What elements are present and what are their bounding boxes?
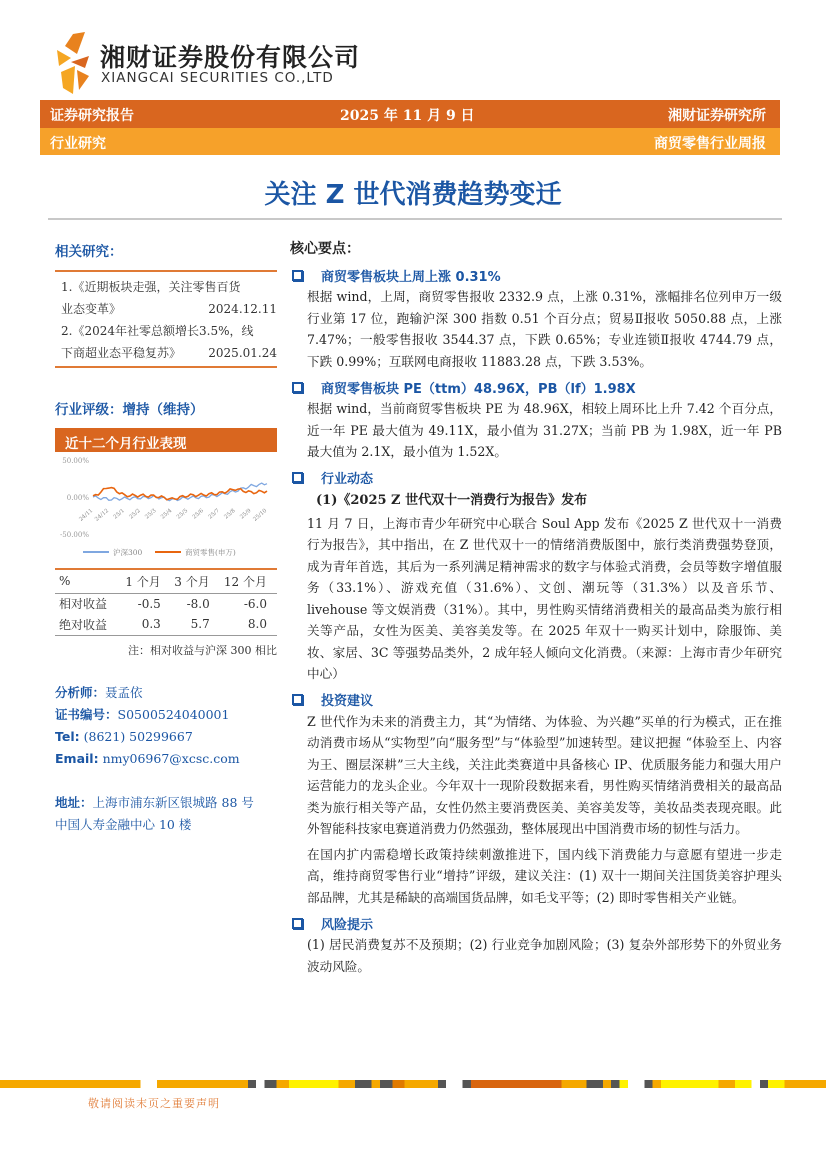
table-header-row: % 1 个月 3 个月 12 个月 bbox=[55, 569, 277, 593]
email-link[interactable]: nmy06967@xcsc.com bbox=[102, 751, 240, 766]
footer-stripe bbox=[0, 1080, 826, 1088]
section-body: 在国内扩内需稳增长政策持续刺激推进下，国内线下消费能力与意愿有望进一步走高，维持商贸零售行业“增持”评级，建议关注：(1) 双十一期间关注国货美容护理头部品牌，尤其是稀缺的高端国货品牌，如毛戈平等；(2) 即时零售相关产业链。 bbox=[307, 846, 782, 905]
subsection-heading: (1)《2025 Z 世代双十一消费行为报告》发布 bbox=[316, 492, 588, 508]
checkbox-bullet-icon bbox=[292, 270, 303, 281]
report-type: 证券研究报告 bbox=[50, 108, 134, 124]
section-heading: 投资建议 bbox=[290, 689, 782, 711]
x-tick-label: 25/7 bbox=[207, 507, 221, 521]
table-note: 注：相对收益与沪深 300 相比 bbox=[128, 643, 277, 657]
checkbox-bullet-icon bbox=[292, 472, 303, 483]
x-tick-label: 25/10 bbox=[252, 507, 269, 523]
performance-chart bbox=[55, 452, 277, 564]
industry-rating: 行业评级：增持（维持） bbox=[55, 402, 204, 418]
header-bar-secondary bbox=[40, 128, 780, 155]
section-heading: 风险提示 bbox=[290, 912, 782, 934]
related-item[interactable]: 1.《近期板块走强，关注零售百货 业态变革》 2024.12.11 bbox=[61, 280, 277, 316]
report-series: 商贸零售行业周报 bbox=[654, 136, 766, 152]
divider bbox=[55, 366, 277, 368]
section-heading: 商贸零售板块上周上涨 0.31% bbox=[290, 264, 782, 286]
category: 行业研究 bbox=[50, 136, 106, 152]
x-tick-label: 25/6 bbox=[191, 507, 206, 521]
table-row: 相对收益 -0.5 -8.0 -6.0 bbox=[59, 596, 267, 612]
x-tick-label: 24/11 bbox=[78, 507, 95, 523]
company-name-en: XIANGCAI SECURITIES CO.,LTD bbox=[101, 70, 334, 86]
y-tick-label: 50.00% bbox=[62, 457, 89, 465]
company-logo bbox=[55, 32, 385, 94]
series-line-1 bbox=[93, 488, 267, 500]
related-research-heading: 相关研究： bbox=[55, 244, 123, 260]
x-tick-label: 25/3 bbox=[144, 507, 158, 521]
chart-title: 近十二个月行业表现 bbox=[55, 428, 277, 452]
series-line-0 bbox=[93, 483, 267, 501]
analyst-info: 分析师：聂孟依 证书编号：S0500524040001 Tel: (8621) 50299667 Email: nmy06967@xcsc.com 地址：上海市浦东新区银城路 88 号 中国人寿金融中心 10 楼 bbox=[55, 685, 254, 832]
checkbox-bullet-icon bbox=[292, 918, 303, 929]
checkbox-bullet-icon bbox=[292, 694, 303, 705]
x-tick-label: 24/12 bbox=[94, 507, 111, 523]
section-heading: 行业动态 bbox=[290, 467, 782, 489]
section-body: 根据 wind，当前商贸零售板块 PE 为 48.96X，相较上周环比上升 7.42 个百分点，近一年 PE 最大值为 49.11X，最小值为 31.27X；当前 PB 为 1.98X，近一年 PB 最大值为 2.1X，最小值为 1.52X。 bbox=[307, 401, 782, 459]
section-body: 根据 wind，上周，商贸零售报收 2332.9 点，上涨 0.31%，涨幅排名位列申万一级行业第 17 位，跑输沪深 300 指数 0.51 个百分点；贸易Ⅱ报收 5050.88 点，上涨 7.47%；一般零售报收 3544.37 点，下跌 0.65%；专业连锁Ⅱ报收 4744.79 点，下跌 0.99%；互联网电商报收 11883.28 点，下跌 3.53%。 bbox=[307, 289, 782, 369]
sidebar bbox=[55, 240, 277, 658]
related-item[interactable]: 2.《2024年社零总额增长3.5%，线 下商超业态平稳复苏》 2025.01.24 bbox=[61, 324, 277, 360]
table-row: 绝对收益 0.3 5.7 8.0 bbox=[55, 614, 277, 635]
company-name-cn: 湘财证券股份有限公司 bbox=[100, 43, 361, 72]
analyst-name: 聂孟依 bbox=[105, 685, 143, 700]
legend-label: 商贸零售(申万) bbox=[185, 548, 236, 557]
section-body: 11 月 7 日，上海市青少年研究中心联合 Soul App 发布《2025 Z 世代双十一消费行为报告》，其中指出，在 Z 世代双十一的情绪消费版图中，旅行类消费强势登顶，成为青年首选，其后为一系列满足精神需求的数字与体验式消费，会员等数字增值服务（33.1%）、游戏充值（31.6%）、文创、潮玩等（31.3%）以及音乐节、livehouse 等文娱消费（31%）。其中，男性购买情绪消费相关的最高品类为旅行相关等产品，女性为医美、美容美发等。在 2025 年双十一购买计划中，除服饰、美妆、家居、3C 等强势品类外，2 成年轻人倾向文化消费。（来源：上海市青少年研究中心） bbox=[307, 515, 782, 681]
cert-number: S0500524040001 bbox=[117, 707, 230, 722]
x-tick-label: 25/5 bbox=[175, 507, 190, 521]
disclaimer-note: 敬请阅读末页之重要声明 bbox=[88, 1097, 220, 1110]
institute: 湘财证券研究所 bbox=[668, 108, 766, 124]
header-bar-primary bbox=[40, 100, 780, 128]
x-tick-label: 25/2 bbox=[128, 507, 142, 521]
legend-label: 沪深300 bbox=[113, 548, 143, 557]
y-tick-label: 0.00% bbox=[66, 494, 89, 502]
logo-mark-icon bbox=[55, 32, 95, 94]
section-body: (1) 居民消费复苏不及预期；(2) 行业竞争加剧风险；(3) 复杂外部形势下的外贸业务波动风险。 bbox=[307, 937, 782, 974]
tel: (8621) 50299667 bbox=[83, 729, 193, 744]
report-title: 关注 Z 世代消费趋势变迁 bbox=[264, 180, 562, 210]
section-body: Z 世代作为未来的消费主力，其“为情绪、为体验、为兴趣”买单的行为模式，正在推动消费市场从“实物型”向“服务型”与“体验型”加速转型。建议把握 “体验至上、内容为王、圈层深耕”三大主线，关注此类赛道中具备核心 IP、优质服务能力和强大用户运营能力的龙头企业。今年双十一现阶段数据来看，男性购买情绪消费相关的最高品类为旅行相关等产品，女性仍然主要消费医美、美容美发等，美妆品类表现亮眼。此外智能科技家电赛道消费力仍然强劲，整体展现出中国消费市场的韧性与活力。 bbox=[307, 713, 782, 836]
core-points-heading: 核心要点： bbox=[290, 241, 360, 257]
section-heading: 商贸零售板块 PE（ttm）48.96X，PB（lf）1.98X bbox=[290, 376, 782, 398]
related-research-list bbox=[55, 272, 277, 366]
address: 上海市浦东新区银城路 88 号 bbox=[92, 795, 254, 810]
report-date: 2025 年 11 月 9 日 bbox=[340, 108, 475, 124]
x-tick-label: 25/1 bbox=[112, 507, 126, 521]
x-tick-label: 25/4 bbox=[160, 507, 174, 521]
x-tick-label: 25/9 bbox=[239, 507, 253, 521]
checkbox-bullet-icon bbox=[292, 382, 303, 393]
performance-table bbox=[55, 568, 277, 636]
x-tick-label: 25/8 bbox=[223, 507, 237, 521]
main-content bbox=[290, 238, 782, 981]
title-divider bbox=[48, 218, 782, 220]
y-tick-label: -50.00% bbox=[59, 531, 89, 539]
